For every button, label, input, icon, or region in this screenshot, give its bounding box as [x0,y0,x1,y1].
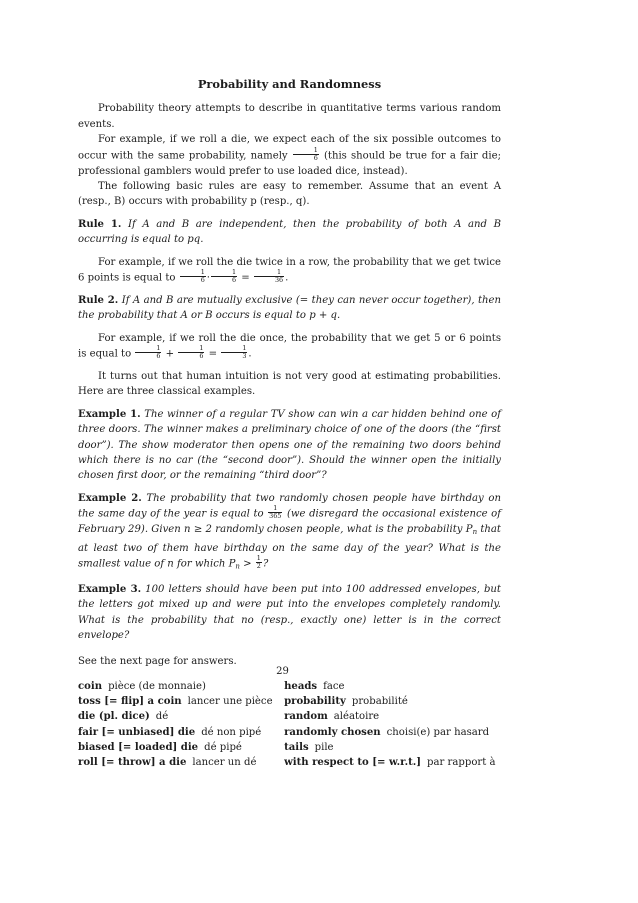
fraction-one-sixth: $\frac{1}{6}$ [293,147,319,162]
vocab-item: biased [= loaded] die dé pipé [78,741,242,753]
page-title: Probability and Randomness [197,77,382,91]
example-3-label: Example 3. [78,583,142,595]
vocab-item: probability probabilité [284,696,408,708]
vocab-item: die (pl. dice) dé [78,711,169,723]
intuition-paragraph: It turns out that human intuition is not very good at estimating probabilities. Here are three classical examples. [78,371,501,398]
page-number: 29 [276,666,289,677]
vocab-item: randomly chosen choisi(e) par hasard [284,726,490,738]
intro-paragraph-1: Probability theory attempts to describe in quantitative terms various random events. [78,103,501,130]
vocab-item: coin pièce (de monnaie) [78,680,206,692]
rule-1-label: Rule 1. [78,218,122,230]
intro-paragraph-3: The following basic rules are easy to remember. Assume that an event A (resp., B) occurs with probability p (resp., q). [78,180,501,208]
fraction: $\frac{1}{2}$ [256,553,261,570]
rule-1-text: If A and B are independent, then the probability of both A and B occurring is equal to pq. [78,218,501,246]
see-next-page-note: See the next page for answers. [78,655,237,667]
rule-2 [78,293,501,324]
fraction: $\frac{1}{6}$ [180,269,206,284]
vocab-item: tails pile [284,741,334,753]
fraction: $\frac{1}{6}$ [178,345,204,360]
example-1: Example 1. The winner of a regular TV show can win a car hidden behind one of three doors. The winner makes a preliminary choice of one of the doors (the “first door”). The show moderator then opens one of the remaining two doors behind which there is no car (the “second door”). Should the winner open the initially chosen first door, or the remaining “third door”? [78,408,501,482]
rule-2-text: If A and B are mutually exclusive (= they can never occur together), then the probability that A or B occurs is equal to p + q. [78,294,501,322]
fraction: $\frac{1}{365}$ [269,504,282,521]
fraction: $\frac{1}{6}$ [211,269,237,284]
vocab-item: fair [= unbiased] die dé non pipé [78,726,262,738]
vocab-item: roll [= throw] a die lancer un dé [78,756,257,768]
vocab-item: with respect to [= w.r.t.] par rapport à [284,756,496,768]
vocab-item: random aléatoire [284,711,380,723]
rule-1-example: For example, if we roll the die twice in a row, the probability that we get twice 6 points is equal to $\frac{1}{6}$ · $\frac{1}{6}$ = $\frac{1}{36}$ . [78,256,501,284]
fraction: $\frac{1}{3}$ [221,345,247,360]
fraction: $\frac{1}{6}$ [135,345,161,360]
vocabulary-list [78,679,501,770]
vocabulary-column-left [78,679,284,770]
example-1-label: Example 1. [78,408,141,420]
example-2-label: Example 2. [78,492,142,504]
rule-2-example: For example, if we roll the die once, the probability that we get 5 or 6 points is equal to $\frac{1}{6}$ + $\frac{1}{6}$ = $\frac{1}{3}$ . [78,332,501,361]
rule-2-label: Rule 2. [78,294,119,306]
vocab-item: toss [= flip] a coin lancer une pièce [78,696,273,708]
intro-paragraph-2: For example, if we roll a die, we expect each of the six possible outcomes to occur with the same probability, namely $\frac{1}{6}$ (this should be true for a fair die; professional gamblers would prefer to use loaded dice, instead). [78,134,501,177]
vocab-item: heads face [284,680,345,692]
example-2: Example 2. The probability that two randomly chosen people have birthday on the same day of the year is equal to $\frac{1}{365}$ (we disregard the occasional existence of February 29). Given n ≥ 2 randomly chosen people, what is the probability $P_n$ that at least two of them have birthday on the same day of the year? What is the smallest value of n for which $P_n$ > $\frac{1}{2}$ ? [78,492,501,571]
rule-1 [78,217,501,248]
example-3: Example 3. 100 letters should have been put into 100 addressed envelopes, but the letters got mixed up and were put into the envelopes completely randomly. What is the probability that no (resp., exactly one) letter is in the correct envelope? [78,583,501,642]
vocabulary-column-right [284,679,501,770]
fraction: $\frac{1}{36}$ [254,269,284,284]
